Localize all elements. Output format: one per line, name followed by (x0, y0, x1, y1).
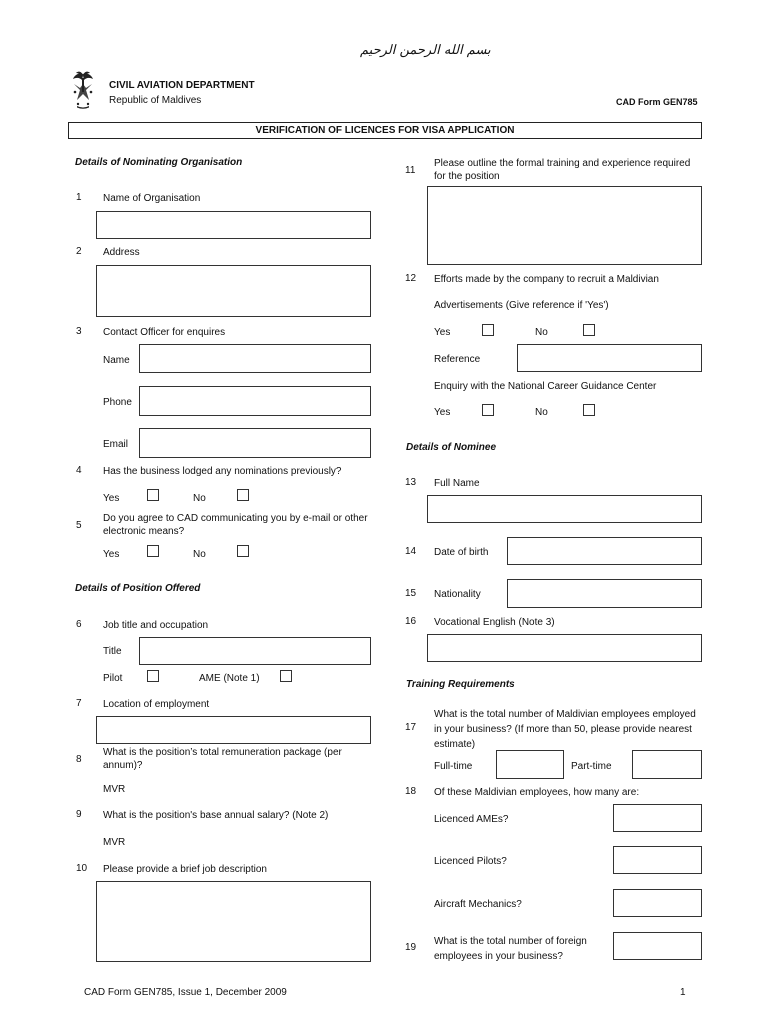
department-name: CIVIL AVIATION DEPARTMENT (109, 80, 255, 91)
q9-label: What is the position's base annual salary? (Note 2) (103, 810, 329, 821)
enquiry-no-checkbox[interactable] (583, 404, 595, 416)
section-training-requirements: Training Requirements (406, 679, 515, 690)
q19-label: What is the total number of foreign employees in your business? (434, 936, 587, 962)
q15-label: Nationality (434, 589, 481, 600)
page-number: 1 (680, 987, 686, 998)
q3-number: 3 (76, 326, 82, 337)
licenced-pilots-label: Licenced Pilots? (434, 856, 507, 867)
enquiry-no-label: No (535, 407, 548, 418)
date-of-birth-input[interactable] (507, 537, 702, 565)
contact-name-label: Name (103, 355, 130, 366)
q6-label: Job title and occupation (103, 620, 209, 631)
reference-label: Reference (434, 354, 481, 365)
q18-number: 18 (405, 786, 417, 797)
ame-label: AME (Note 1) (199, 673, 260, 684)
job-title-input[interactable] (139, 637, 371, 665)
q16-label: Vocational English (Note 3) (434, 617, 555, 628)
q8-label: What is the position’s total remuneration package (per annum)? (103, 747, 342, 771)
q14-label: Date of birth (434, 547, 489, 558)
job-title-label: Title (103, 646, 122, 657)
licenced-ames-input[interactable] (613, 804, 702, 832)
adverts-no-checkbox[interactable] (583, 324, 595, 336)
contact-email-input[interactable] (139, 428, 371, 458)
career-center-label: Enquiry with the National Career Guidance Center (434, 381, 657, 392)
fulltime-label: Full-time (434, 761, 473, 772)
q17-number: 17 (405, 722, 417, 733)
q1-label: Name of Organisation (103, 193, 201, 204)
q10-label: Please provide a brief job description (103, 864, 267, 875)
advertisements-label: Advertisements (Give reference if 'Yes') (434, 300, 609, 311)
q7-label: Location of employment (103, 699, 210, 710)
q5-number: 5 (76, 520, 82, 531)
fulltime-input[interactable] (496, 750, 564, 779)
address-input[interactable] (96, 265, 371, 317)
foreign-employees-input[interactable] (613, 932, 702, 960)
contact-name-input[interactable] (139, 344, 371, 373)
q16-number: 16 (405, 616, 417, 627)
job-description-input[interactable] (96, 881, 371, 962)
q13-number: 13 (405, 477, 417, 488)
section-position-offered: Details of Position Offered (75, 583, 201, 594)
adverts-yes-checkbox[interactable] (482, 324, 494, 336)
footer-form-info: CAD Form GEN785, Issue 1, December 2009 (84, 987, 287, 998)
q8-mvr-label: MVR (103, 784, 126, 795)
q8-number: 8 (76, 754, 82, 765)
q5-no-label: No (193, 549, 206, 560)
q10-number: 10 (76, 863, 88, 874)
aircraft-mechanics-label: Aircraft Mechanics? (434, 899, 522, 910)
q3-label: Contact Officer for enquires (103, 327, 226, 338)
q15-number: 15 (405, 588, 417, 599)
q7-number: 7 (76, 698, 82, 709)
q9-number: 9 (76, 809, 82, 820)
location-input[interactable] (96, 716, 371, 744)
nationality-input[interactable] (507, 579, 702, 608)
republic-name: Republic of Maldives (109, 95, 202, 106)
form-code: CAD Form GEN785 (616, 97, 698, 107)
q4-yes-label: Yes (103, 493, 120, 504)
full-name-input[interactable] (427, 495, 702, 523)
training-experience-input[interactable] (427, 186, 702, 265)
q19-number: 19 (405, 942, 417, 953)
q11-number: 11 (405, 165, 416, 176)
section-nominating-organisation: Details of Nominating Organisation (75, 157, 243, 168)
q4-yes-checkbox[interactable] (147, 489, 159, 501)
q13-label: Full Name (434, 478, 480, 489)
q11-label: Please outline the formal training and experience required for the position (434, 158, 691, 182)
q18-label: Of these Maldivian employees, how many are: (434, 787, 640, 798)
q5-no-checkbox[interactable] (237, 545, 249, 557)
q4-no-label: No (193, 493, 206, 504)
enquiry-yes-label: Yes (434, 407, 451, 418)
emblem-icon (68, 70, 98, 110)
organisation-name-input[interactable] (96, 211, 371, 239)
q4-label: Has the business lodged any nominations previously? (103, 466, 342, 477)
pilot-checkbox[interactable] (147, 670, 159, 682)
bismillah: بسم الله الرحمن الرحيم (360, 43, 491, 58)
parttime-label: Part-time (571, 761, 612, 772)
adverts-no-label: No (535, 327, 548, 338)
form-title-bar (68, 122, 702, 139)
q2-label: Address (103, 247, 140, 258)
q5-label: Do you agree to CAD communicating you by e-mail or other electronic means? (103, 513, 368, 537)
aircraft-mechanics-input[interactable] (613, 889, 702, 917)
adverts-yes-label: Yes (434, 327, 451, 338)
q4-number: 4 (76, 465, 82, 476)
q5-yes-checkbox[interactable] (147, 545, 159, 557)
q4-no-checkbox[interactable] (237, 489, 249, 501)
q17-label: What is the total number of Maldivian employees employed in your business? (If more than 50, please provide nearest estimate) (434, 709, 696, 750)
licenced-pilots-input[interactable] (613, 846, 702, 874)
q2-number: 2 (76, 246, 82, 257)
pilot-label: Pilot (103, 673, 123, 684)
parttime-input[interactable] (632, 750, 702, 779)
section-nominee: Details of Nominee (406, 442, 497, 453)
ame-checkbox[interactable] (280, 670, 292, 682)
q9-mvr-label: MVR (103, 837, 126, 848)
vocational-english-input[interactable] (427, 634, 702, 662)
q5-yes-label: Yes (103, 549, 120, 560)
q14-number: 14 (405, 546, 417, 557)
q1-number: 1 (76, 192, 82, 203)
enquiry-yes-checkbox[interactable] (482, 404, 494, 416)
form-title: VERIFICATION OF LICENCES FOR VISA APPLICATION (255, 125, 515, 136)
contact-phone-input[interactable] (139, 386, 371, 416)
q12-number: 12 (405, 273, 417, 284)
q12-label: Efforts made by the company to recruit a Maldivian (434, 274, 659, 285)
reference-input[interactable] (517, 344, 702, 372)
contact-phone-label: Phone (103, 397, 132, 408)
q6-number: 6 (76, 619, 82, 630)
contact-email-label: Email (103, 439, 129, 450)
licenced-ames-label: Licenced AMEs? (434, 814, 509, 825)
